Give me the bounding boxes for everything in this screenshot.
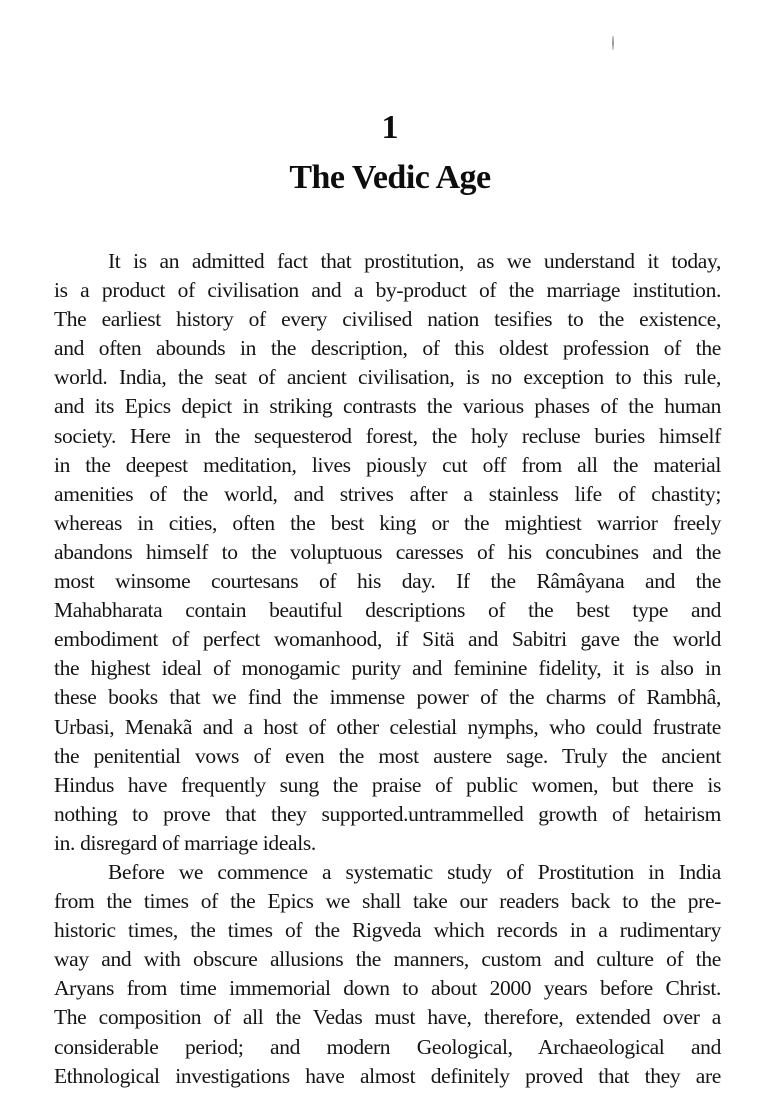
chapter-title: The Vedic Age <box>289 159 491 196</box>
text-line: considerable period; and modern Geological, Archaeological and <box>54 1034 721 1059</box>
text-line: world. India, the seat of ancient civilisation, is no exception to this rule, <box>54 365 721 390</box>
text-line: and its Epics depict in striking contrasts the various phases of the human <box>54 394 721 419</box>
text-line: Ethnological investigations have almost definitely proved that they are <box>54 1063 721 1088</box>
text-line: society. Here in the sequesterod forest, the holy recluse buries himself <box>54 423 721 448</box>
text-line: nothing to prove that they supported.untrammelled growth of hetairism <box>54 801 721 826</box>
text-line: whereas in cities, often the best king or the mightiest warrior freely <box>54 510 721 535</box>
text-line: from the times of the Epics we shall take our readers back to the pre- <box>54 889 721 914</box>
text-line: in the deepest meditation, lives piously cut off from all the material <box>54 452 721 477</box>
text-line: these books that we find the immense power of the charms of Rambhâ, <box>54 685 721 710</box>
text-line: Aryans from time immemorial down to about 2000 years before Christ. <box>54 976 721 1001</box>
text-line: and often abounds in the description, of this oldest profession of the <box>54 336 721 361</box>
chapter-body <box>54 247 721 1091</box>
text-line: most winsome courtesans of his day. If the Râmâyana and the <box>54 569 721 594</box>
text-line: abandons himself to the voluptuous caresses of his concubines and the <box>54 539 721 564</box>
chapter-number: 1 <box>381 109 399 146</box>
text-line: Urbasi, Menakã and a host of other celestial nymphs, who could frustrate <box>54 714 721 739</box>
text-line: embodiment of perfect womanhood, if Sitä and Sabitri gave the world <box>54 627 721 652</box>
text-line: way and with obscure allusions the manners, custom and culture of the <box>54 947 721 972</box>
text-line: in. disregard of marriage ideals. <box>54 830 316 855</box>
text-line: It is an admitted fact that prostitution, as we understand it today, <box>108 249 721 273</box>
text-line: the penitential vows of even the most austere sage. Truly the ancient <box>54 743 721 768</box>
text-line: historic times, the times of the Rigveda which records in a rudimentary <box>54 918 721 943</box>
scan-speck <box>612 36 614 50</box>
text-line: The composition of all the Vedas must have, therefore, extended over a <box>54 1005 721 1030</box>
text-line: Hindus have frequently sung the praise of public women, but there is <box>54 772 721 797</box>
text-line: The earliest history of every civilised nation tesifies to the existence, <box>54 307 721 332</box>
text-line: Before we commence a systematic study of Prostitution in India <box>108 859 721 884</box>
text-line: amenities of the world, and strives after a stainless life of chastity; <box>54 481 721 506</box>
text-line: Mahabharata contain beautiful descriptions of the best type and <box>54 598 721 623</box>
text-line: the highest ideal of monogamic purity and feminine fidelity, it is also in <box>54 656 721 681</box>
text-line: is a product of civilisation and a by-product of the marriage institution. <box>54 278 721 303</box>
